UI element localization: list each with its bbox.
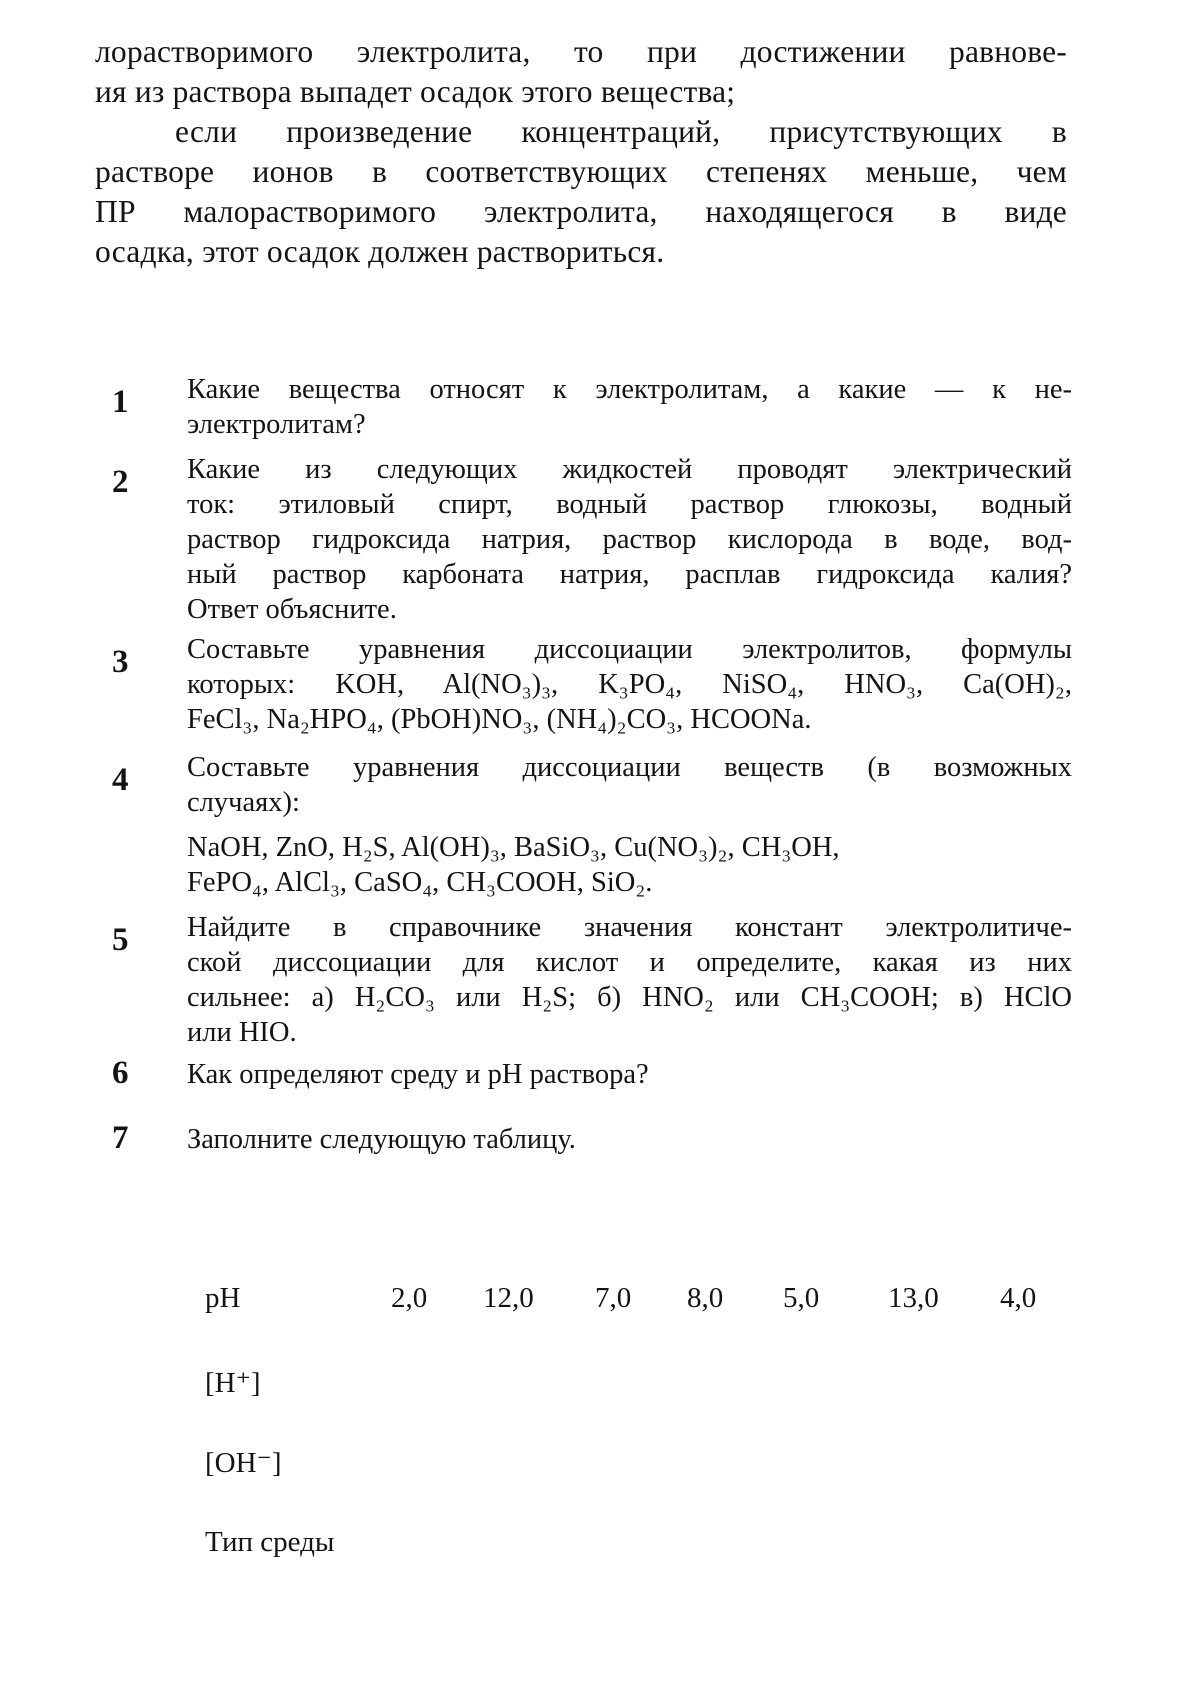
question-line: ный раствор карбоната натрия, расплав гидроксида калия? (187, 559, 1072, 590)
ph-value: 2,0 (391, 1282, 428, 1314)
question-line: Заполните следующую таблицу. (187, 1124, 576, 1155)
question-line: или HIO. (187, 1017, 297, 1048)
question-line: FeCl₃, Na₂HPO₄, (PbOH)NO₃, (NH₄)₂CO₃, HCOONa. (187, 704, 812, 735)
intro-line: лорастворимого электролита, то при достижении равнове- (95, 34, 1067, 69)
question-line: Какие вещества относят к электролитам, а какие — к не- (187, 374, 1072, 405)
question-line: ток: этиловый спирт, водный раствор глюкозы, водный (187, 489, 1072, 520)
question-line: Какие из следующих жидкостей проводят электрический (187, 454, 1072, 485)
question-text (187, 452, 1072, 627)
oh-ion-label: [OH⁻] (205, 1447, 282, 1479)
ph-value: 7,0 (595, 1282, 632, 1314)
formula-line: FePO₄, AlCl₃, CaSO₄, CH₃COOH, SiO₂. (187, 867, 653, 898)
question-number: 4 (112, 762, 129, 798)
question-text (187, 372, 1072, 442)
intro-paragraph (95, 32, 1067, 272)
question-text (187, 750, 1072, 900)
question-number: 6 (112, 1055, 129, 1091)
intro-line: растворе ионов в соответствующих степенях меньше, чем (95, 154, 1067, 189)
intro-line: ПР малорастворимого электролита, находящегося в виде (95, 194, 1067, 229)
question-text (187, 1122, 1072, 1157)
question-line: ской диссоциации для кислот и определите, какая из них (187, 947, 1072, 978)
intro-line: ия из раствора выпадет осадок этого вещества; (95, 74, 736, 109)
question-text (187, 910, 1072, 1050)
question-text (187, 1057, 1072, 1092)
question-line: случаях): (187, 787, 300, 818)
question-line: сильнее: а) H₂CO₃ или H₂S; б) HNO₂ или CH₃COOH; в) HClO (187, 982, 1072, 1013)
question-number: 1 (112, 384, 129, 420)
medium-type-label: Тип среды (205, 1526, 335, 1558)
question-number: 2 (112, 464, 129, 500)
question-line: Найдите в справочнике значения констант электролитиче- (187, 912, 1072, 943)
ph-label: pH (205, 1282, 241, 1314)
question-line: Ответ объясните. (187, 594, 397, 625)
question-line: Как определяют среду и pH раствора? (187, 1059, 649, 1090)
formula-line: NaOH, ZnO, H₂S, Al(OH)₃, BaSiO₃, Cu(NO₃)₂, CH₃OH, (187, 832, 840, 863)
question-line: раствор гидроксида натрия, раствор кислорода в воде, вод- (187, 524, 1072, 555)
intro-line: осадка, этот осадок должен раствориться. (95, 234, 665, 269)
question-number: 3 (112, 644, 129, 680)
intro-line: если произведение концентраций, присутствующих в (175, 114, 1067, 149)
question-line: Составьте уравнения диссоциации электролитов, формулы (187, 634, 1072, 665)
question-line: которых: KOH, Al(NO₃)₃, K₃PO₄, NiSO₄, HNO₃, Ca(OH)₂, (187, 669, 1072, 700)
question-line: Составьте уравнения диссоциации веществ (в возможных (187, 752, 1072, 783)
question-number: 5 (112, 922, 129, 958)
ph-value: 5,0 (783, 1282, 820, 1314)
question-line: электролитам? (187, 409, 366, 440)
ph-value: 4,0 (1000, 1282, 1037, 1314)
question-number: 7 (112, 1120, 129, 1156)
question-text (187, 632, 1072, 737)
h-ion-label: [H⁺] (205, 1367, 261, 1399)
ph-value: 13,0 (888, 1282, 939, 1314)
ph-value: 8,0 (687, 1282, 724, 1314)
ph-value: 12,0 (483, 1282, 534, 1314)
